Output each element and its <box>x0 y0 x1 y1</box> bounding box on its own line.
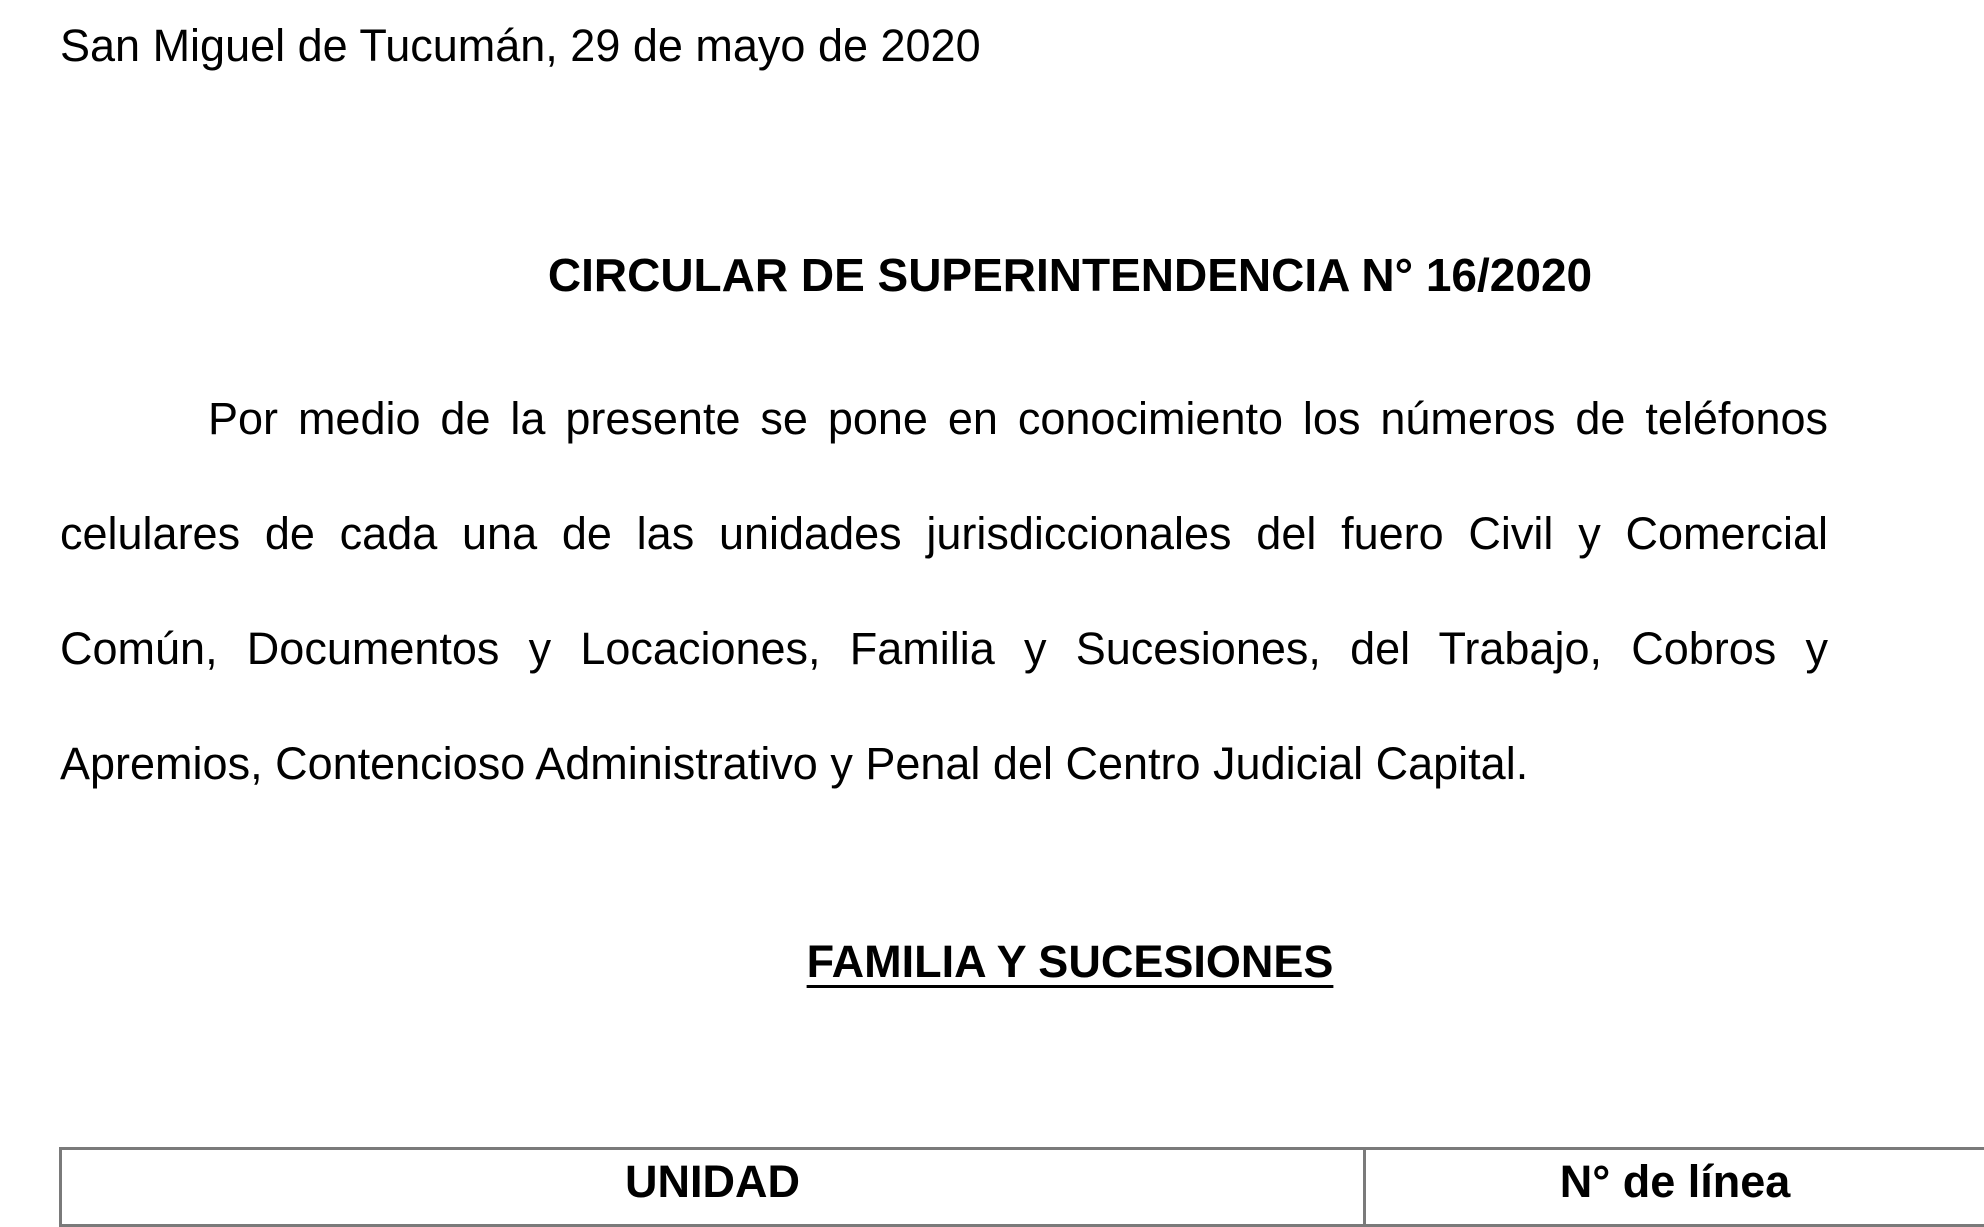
table-header-linea: N° de línea <box>1365 1149 1984 1226</box>
circular-title: CIRCULAR DE SUPERINTENDENCIA N° 16/2020 <box>0 247 1984 303</box>
body-paragraph: Por medio de la presente se pone en conocimiento los números de teléfonos celulares de cada una de las unidades jurisdiccionales del fuero Civil y Comercial Común, Documentos y Locaciones, Familia y Sucesiones, del Trabajo, Cobros y Apremios, Contencioso Administrativo y Penal del Centro Judicial Capital. <box>60 361 1828 821</box>
section-heading: FAMILIA Y SUCESIONES <box>0 934 1984 990</box>
table-header-unidad: UNIDAD <box>61 1149 1365 1226</box>
phone-table <box>59 1147 1984 1227</box>
date-line: San Miguel de Tucumán, 29 de mayo de 2020 <box>60 18 981 74</box>
